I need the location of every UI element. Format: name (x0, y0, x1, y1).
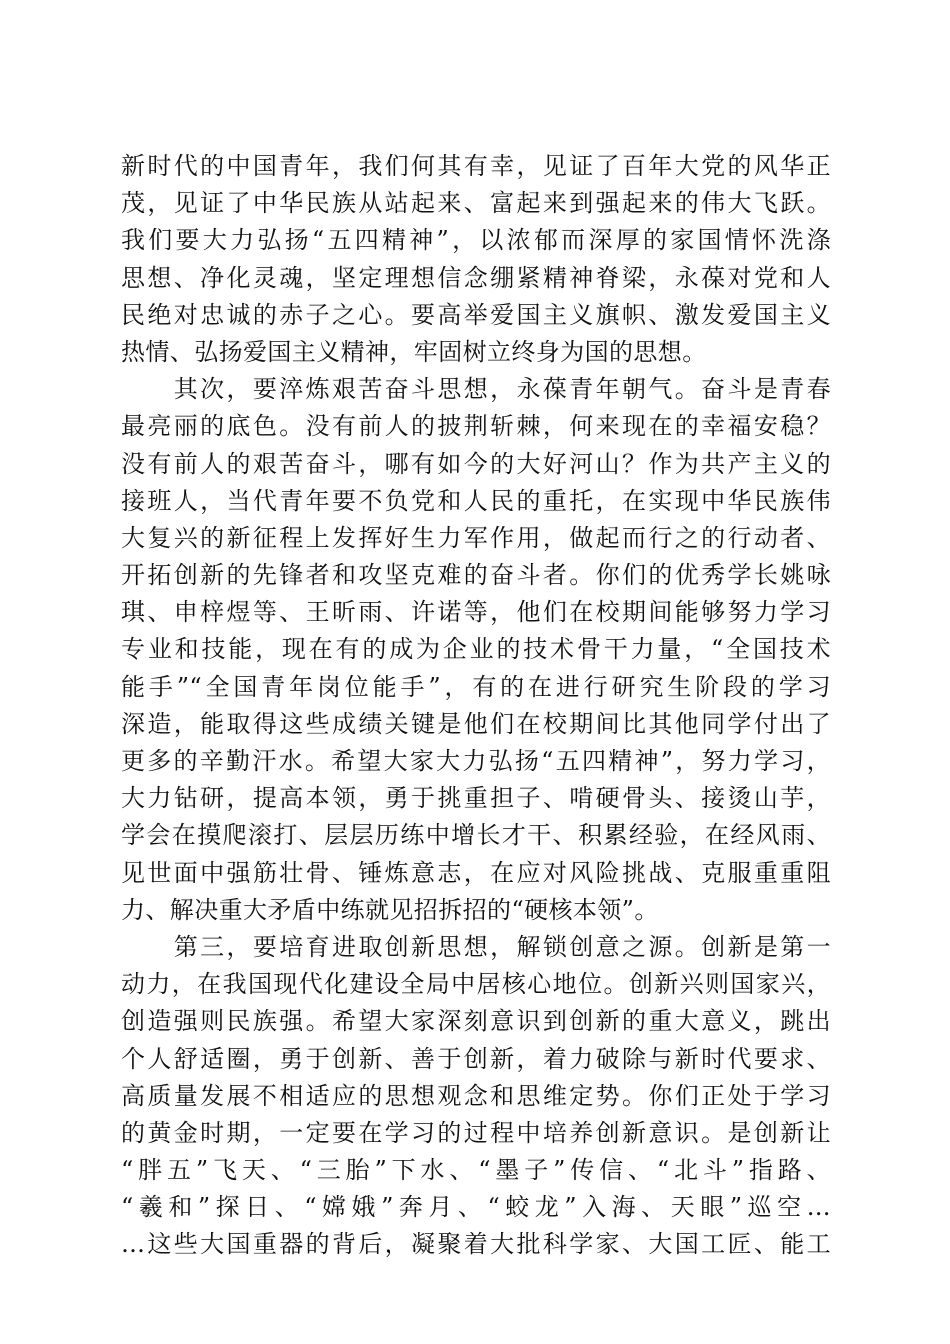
text-line: 茂，见证了中华民族从站起来、富起来到强起来的伟大飞跃。 (121, 189, 831, 218)
text-line: 开拓创新的先锋者和攻坚克难的奋斗者。你们的优秀学长姚咏 (121, 561, 831, 590)
text-line: 专业和技能，现在有的成为企业的技术骨干力量，“全国技术 (121, 635, 831, 664)
text-line: 我们要大力弘扬“五四精神”，以浓郁而深厚的家国情怀洗涤 (121, 226, 831, 255)
text-line: 其次，要淬炼艰苦奋斗思想，永葆青年朝气。奋斗是青春 (121, 375, 831, 404)
text-line: 大力钻研，提高本领，勇于挑重担子、啃硬骨头、接烫山芋， (121, 784, 831, 813)
text-line: 个人舒适圈，勇于创新、善于创新，着力破除与新时代要求、 (121, 1044, 831, 1073)
text-line: 力、解决重大矛盾中练就见招拆招的“硬核本领”。 (121, 895, 659, 924)
text-line: 第三，要培育进取创新思想，解锁创意之源。创新是第一 (121, 932, 831, 961)
text-line: 能手”“全国青年岗位能手”，有的在进行研究生阶段的学习 (121, 672, 831, 701)
text-line: 新时代的中国青年，我们何其有幸，见证了百年大党的风华正 (121, 152, 831, 180)
text-line: 大复兴的新征程上发挥好生力军作用，做起而行之的行动者、 (121, 523, 831, 552)
text-line: …这些大国重器的背后，凝聚着大批科学家、大国工匠、能工 (121, 1230, 831, 1259)
text-line: “胖五”飞天、“三胎”下水、“墨子”传信、“北斗”指路、 (121, 1156, 831, 1185)
text-line: 琪、申梓煜等、王昕雨、许诺等，他们在校期间能够努力学习 (121, 598, 831, 627)
text-line: 高质量发展不相适应的思想观念和思维定势。你们正处于学习 (121, 1081, 831, 1110)
text-line: 更多的辛勤汗水。希望大家大力弘扬“五四精神”，努力学习， (121, 747, 831, 775)
text-line: 学会在摸爬滚打、层层历练中增长才干、积累经验，在经风雨、 (121, 821, 831, 850)
text-line: 没有前人的艰苦奋斗，哪有如今的大好河山？作为共产主义的 (121, 449, 831, 478)
text-line: 热情、弘扬爱国主义精神，牢固树立终身为国的思想。 (121, 337, 707, 366)
text-line: 思想、净化灵魂，坚定理想信念绷紧精神脊梁，永葆对党和人 (121, 263, 831, 292)
text-line: 创造强则民族强。希望大家深刻意识到创新的重大意义，跳出 (121, 1007, 831, 1036)
text-line: 见世面中强筋壮骨、锤炼意志，在应对风险挑战、克服重重阻 (121, 858, 831, 887)
text-line: 最亮丽的底色。没有前人的披荆斩棘，何来现在的幸福安稳？ (121, 412, 831, 441)
text-line: 动力，在我国现代化建设全局中居核心地位。创新兴则国家兴， (121, 970, 831, 999)
body-text (121, 148, 831, 1264)
text-line: 民绝对忠诚的赤子之心。要高举爱国主义旗帜、激发爱国主义 (121, 300, 831, 329)
text-line: “羲和”探日、“嫦娥”奔月、“蛟龙”入海、天眼”巡空… (121, 1193, 831, 1222)
text-line: 深造，能取得这些成绩关键是他们在校期间比其他同学付出了 (121, 709, 831, 738)
text-line: 的黄金时期，一定要在学习的过程中培养创新意识。是创新让 (121, 1118, 831, 1147)
text-line: 接班人，当代青年要不负党和人民的重托，在实现中华民族伟 (121, 486, 831, 515)
